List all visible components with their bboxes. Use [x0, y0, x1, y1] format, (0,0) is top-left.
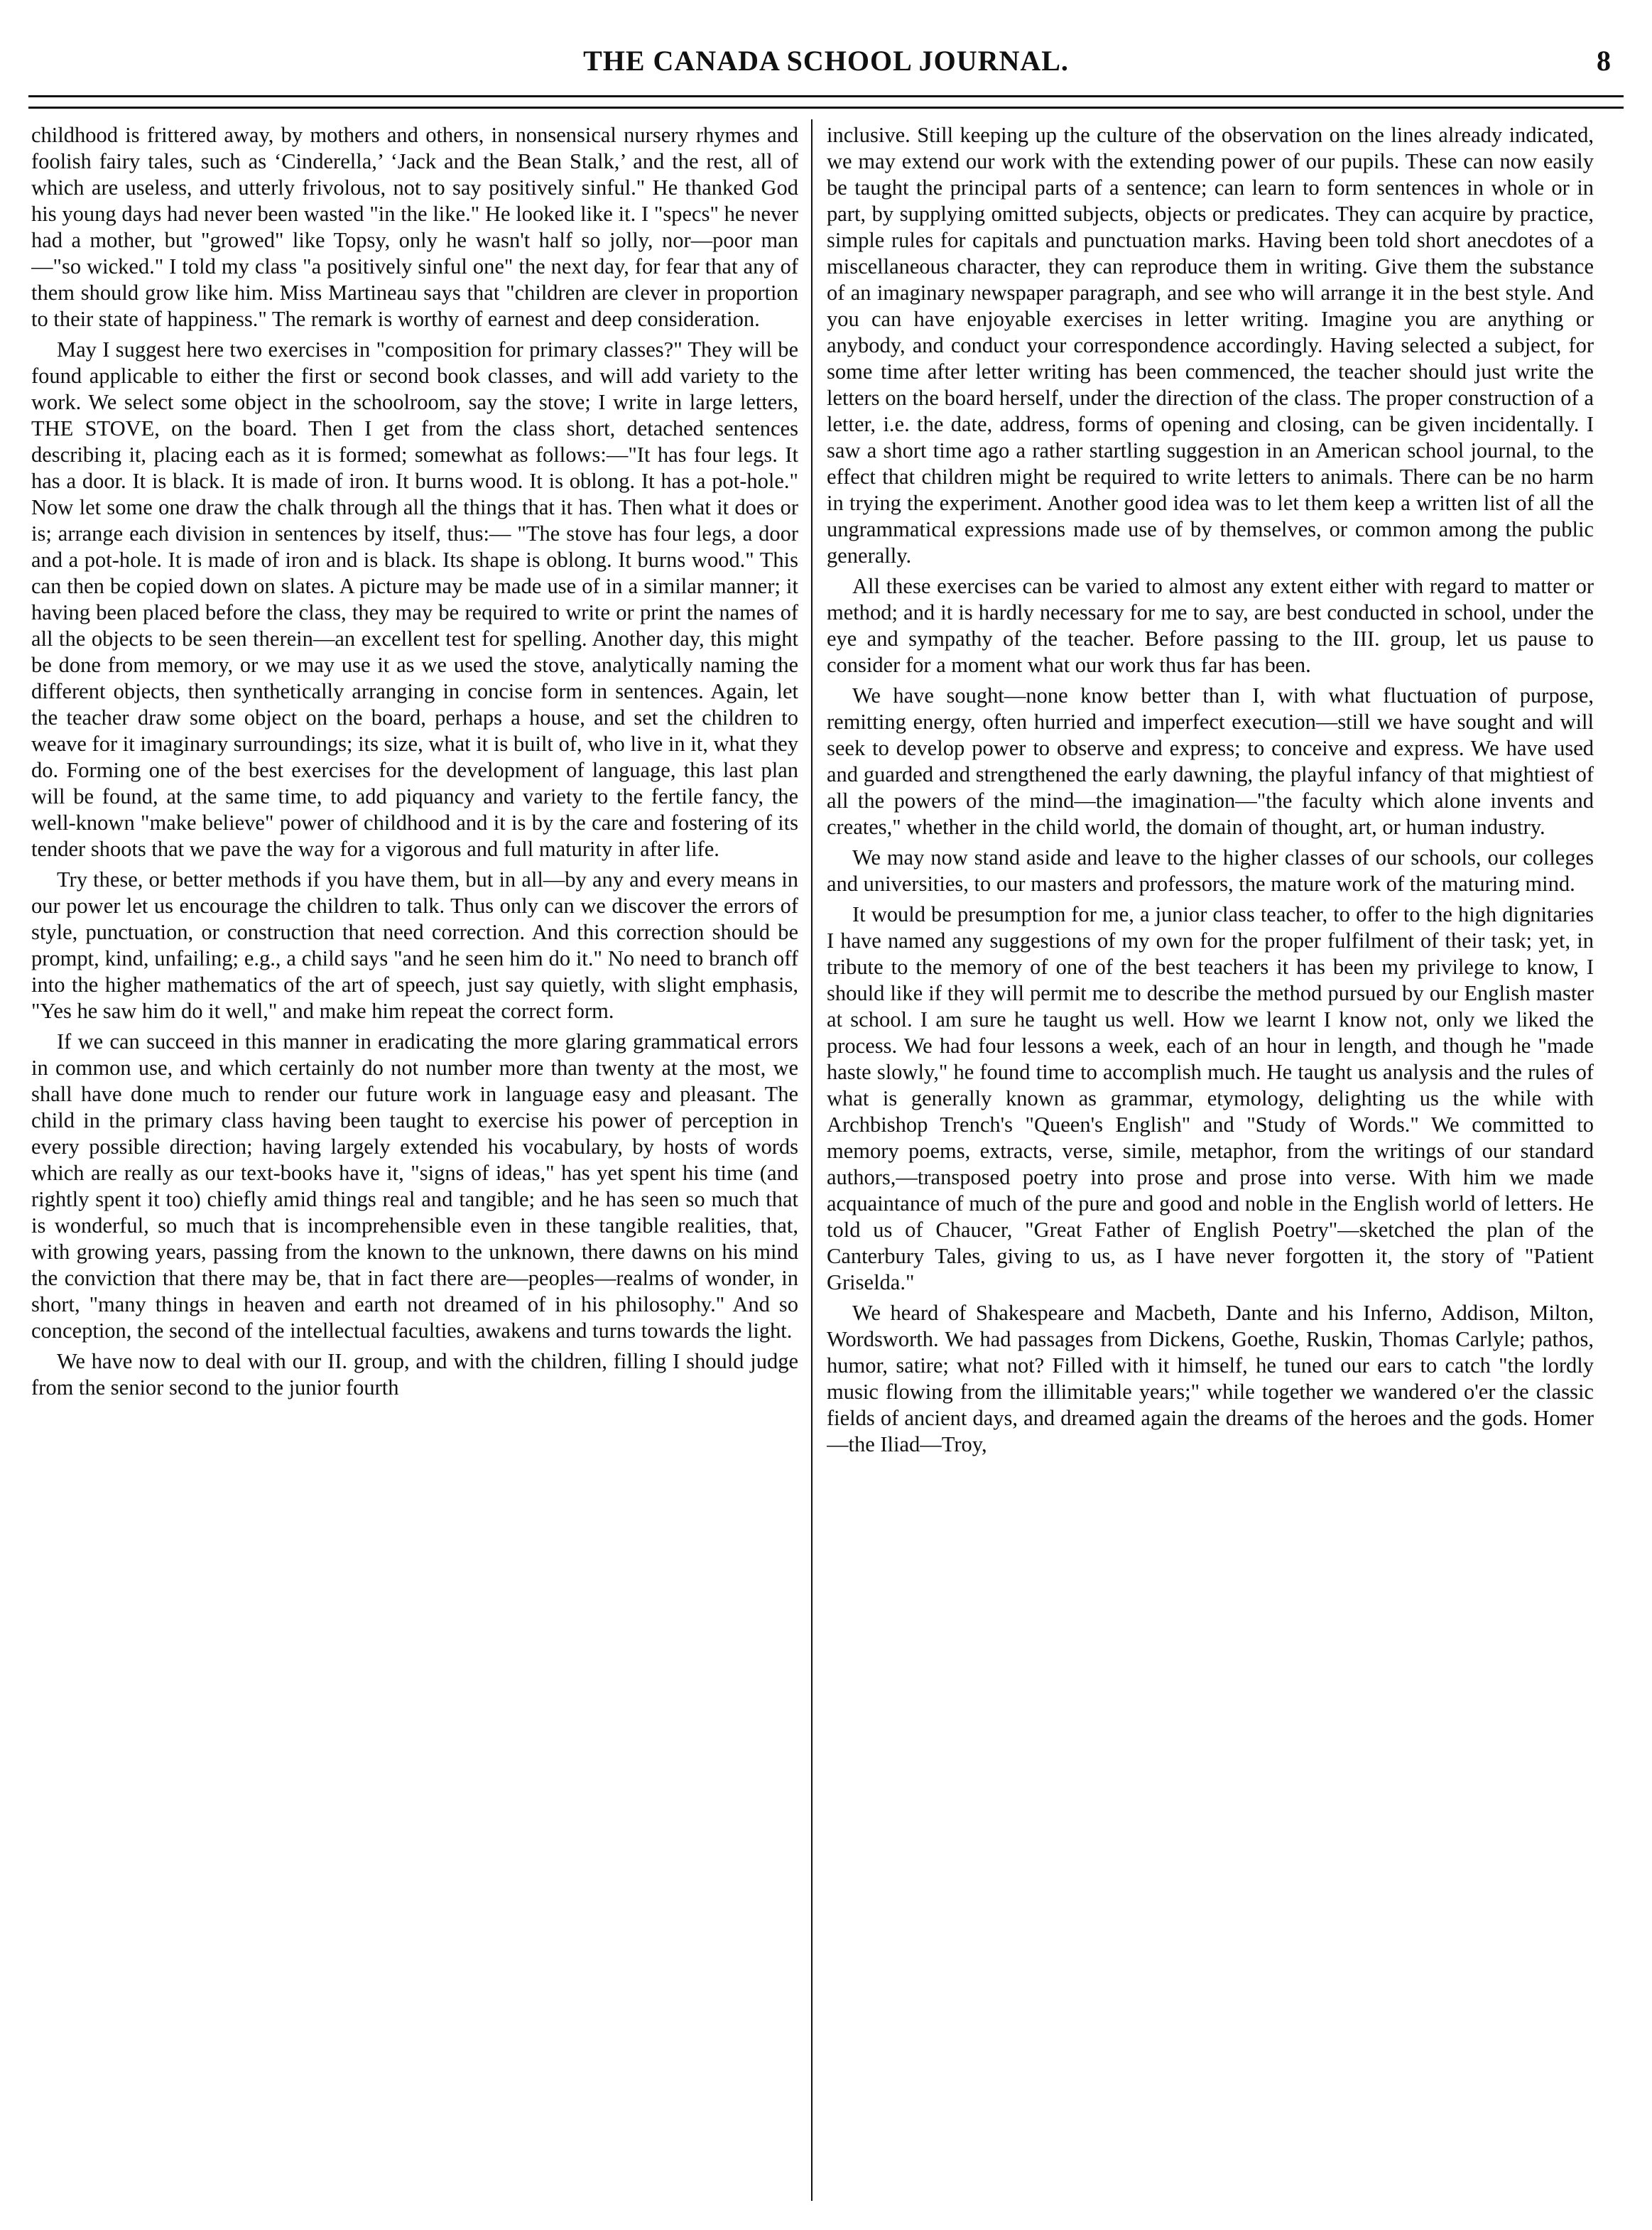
page-number: 8: [1597, 45, 1611, 77]
right-paragraph-1: inclusive. Still keeping up the culture of the observation on the lines already indicated, we may extend our work with the extending power of our pupils. These can now easily be taught the principal parts of a sentence; can learn to form sentences in whole or in part, by supplying omitted subjects, objects or predicates. They can acquire by practice, simple rules for capitals and punctuation marks. Having been told short anecdotes of a miscellaneous character, they can reproduce them in writing. Give them the substance of an imaginary newspaper paragraph, and see who will arrange it in the best style. And you can have enjoyable exercises in letter writing. Imagine you are anything or anybody, and conduct your correspondence accordingly. Having selected a subject, for some time after letter writing has been commenced, the teacher should just write the letters on the board herself, under the direction of the class. The proper construction of a letter, i.e. the date, address, forms of opening and closing, can be given incidentally. I saw a short time ago a rather startling suggestion in an American school journal, to the effect that children might be required to write letters to animals. There can be no harm in trying the experiment. Another good idea was to let them keep a written list of all the ungrammatical expressions made use of by themselves, or common among the public generally.: [827, 123, 1594, 568]
journal-title: THE CANADA SCHOOL JOURNAL.: [583, 45, 1069, 77]
right-paragraph-4: We may now stand aside and leave to the higher classes of our schools, our colleges and universities, to our masters and professors, the mature work of the maturing mind.: [827, 845, 1594, 896]
right-paragraph-2: All these exercises can be varied to almost any extent either with regard to matter or method; and it is hardly necessary for me to say, are best conducted in school, under the eye and sympathy of the teacher. Before passing to the III. group, let us pause to consider for a moment what our work thus far has been.: [827, 574, 1594, 677]
right-paragraph-5: It would be presumption for me, a junior class teacher, to offer to the high dignitaries I have named any suggestions of my own for the proper fulfilment of their task; yet, in tribute to the memory of one of the best teachers it has been my privilege to know, I should like if they will permit me to describe the method pursued by our English master at school. I am sure he taught us well. How we learnt I know not, only we liked the process. We had four lessons a week, each of an hour in length, and though he "made haste slowly," he found time to accomplish much. He taught us analysis and the rules of what is generally known as grammar, etymology, delighting us the while with Archbishop Trench's "Queen's English" and "Study of Words." We committed to memory poems, extracts, verse, simile, metaphor, from the writings of our standard authors,—transposed poetry into prose and prose into verse. With him we made acquaintance of much of the pure and good and noble in the English world of letters. He told us of Chaucer, "Great Father of English Poetry"—sketched the plan of the Canterbury Tales, giving to us, as I have never forgotten it, the story of "Patient Griselda.": [827, 902, 1594, 1294]
left-paragraph-3: Try these, or better methods if you have them, but in all—by any and every means in our power let us encourage the children to talk. Thus only can we discover the errors of style, punctuation, or construction that need correction. And this correction should be prompt, kind, unfailing; e.g., a child says "and he seen him do it." No need to branch off into the higher mathematics of the art of speech, just say quietly, with slight emphasis, "Yes he saw him do it well," and make him repeat the correct form.: [31, 867, 798, 1023]
left-paragraph-1: childhood is frittered away, by mothers and others, in nonsensical nursery rhymes and foolish fairy tales, such as ‘Cinderella,’ ‘Jack and the Bean Stalk,’ and the rest, all of which are useless, and utterly frivolous, not to say positively sinful." He thanked God his young days had never been wasted "in the like." He looked like it. I "specs" he never had a mother, but "growed" like Topsy, only he wasn't half so jolly, nor—poor man—"so wicked." I told my class "a positively sinful one" the next day, for fear that any of them should grow like him. Miss Martineau says that "children are clever in proportion to their state of happiness." The remark is worthy of earnest and deep consideration.: [31, 123, 798, 331]
header-rule-bottom: [28, 107, 1624, 109]
right-paragraph-3: We have sought—none know better than I, with what fluctuation of purpose, remitting energy, often hurried and imperfect execution—still we have sought and will seek to develop power to observe and express; to conceive and express. We have used and guarded and strengthened the early dawning, the playful infancy of that mightiest of all the powers of the mind—the imagination—"the faculty which alone invents and creates," whether in the child world, the domain of thought, art, or human industry.: [827, 683, 1594, 839]
column-divider: [811, 119, 813, 2201]
right-column: [827, 122, 1594, 2197]
right-paragraph-6: We heard of Shakespeare and Macbeth, Dante and his Inferno, Addison, Milton, Wordsworth. We had passages from Dickens, Goethe, Ruskin, Thomas Carlyle; pathos, humor, satire; what not? Filled with it himself, he tuned our ears to catch "the lordly music flowing from the illimitable years;" while together we wandered o'er the classic fields of ancient days, and dreamed again the dreams of the heroes and the gods. Homer—the Iliad—Troy,: [827, 1301, 1594, 1456]
left-paragraph-4: If we can succeed in this manner in eradicating the more glaring grammatical errors in common use, and which certainly do not number more than twenty at the most, we shall have done much to render our future work in language easy and pleasant. The child in the primary class having been taught to exercise his power of perception in every possible direction; having largely extended his vocabulary, by hosts of words which are really as our text-books have it, "signs of ideas," has yet spent his time (and rightly spent it too) chiefly amid things real and tangible; and he has seen so much that is wonderful, so much that is incomprehensible even in these tangible realities, that, with growing years, passing from the known to the unknown, there dawns on his mind the conviction that there may be, that in fact there are—peoples—realms of wonder, in short, "many things in heaven and earth not dreamed of in his philosophy." And so conception, the second of the intellectual faculties, awakens and turns towards the light.: [31, 1029, 798, 1343]
left-paragraph-2: May I suggest here two exercises in "composition for primary classes?" They will be found applicable to either the first or second book classes, and will add variety to the work. We select some object in the schoolroom, say the stove; I write in large letters, THE STOVE, on the board. Then I get from the class short, detached sentences describing it, placing each as it is formed; somewhat as follows:—"It has four legs. It has a door. It is black. It is made of iron. It burns wood. It is oblong. It has a pot-hole." Now let some one draw the chalk through all the things that it has. Then what it does or is; arrange each division in sentences by itself, thus:— "The stove has four legs, a door and a pot-hole. It is made of iron and is black. Its shape is oblong. It burns wood." This can then be copied down on slates. A picture may be made use of in a similar manner; it having been placed before the class, they may be required to write or print the names of all the objects to be seen therein—an excellent test for spelling. Another day, this might be done from memory, or we may use it as we used the stove, analytically naming the different objects, then synthetically arranging in concise form in sentences. Again, let the teacher draw some object on the board, perhaps a house, and set the children to weave for it imaginary surroundings; its size, what it is built of, who live in it, what they do. Forming one of the best exercises for the development of language, this last plan will be found, at the same time, to add piquancy and variety to the fertile fancy, the well-known "make believe" power of childhood and it is by the care and fostering of its tender shoots that we pave the way for a vigorous and full maturity in after life.: [31, 337, 798, 861]
header-rule-top: [28, 95, 1624, 97]
left-paragraph-5: We have now to deal with our II. group, and with the children, filling I should judge from the senior second to the junior fourth: [31, 1349, 798, 1400]
left-column: [31, 122, 798, 2197]
masthead: [28, 38, 1624, 95]
